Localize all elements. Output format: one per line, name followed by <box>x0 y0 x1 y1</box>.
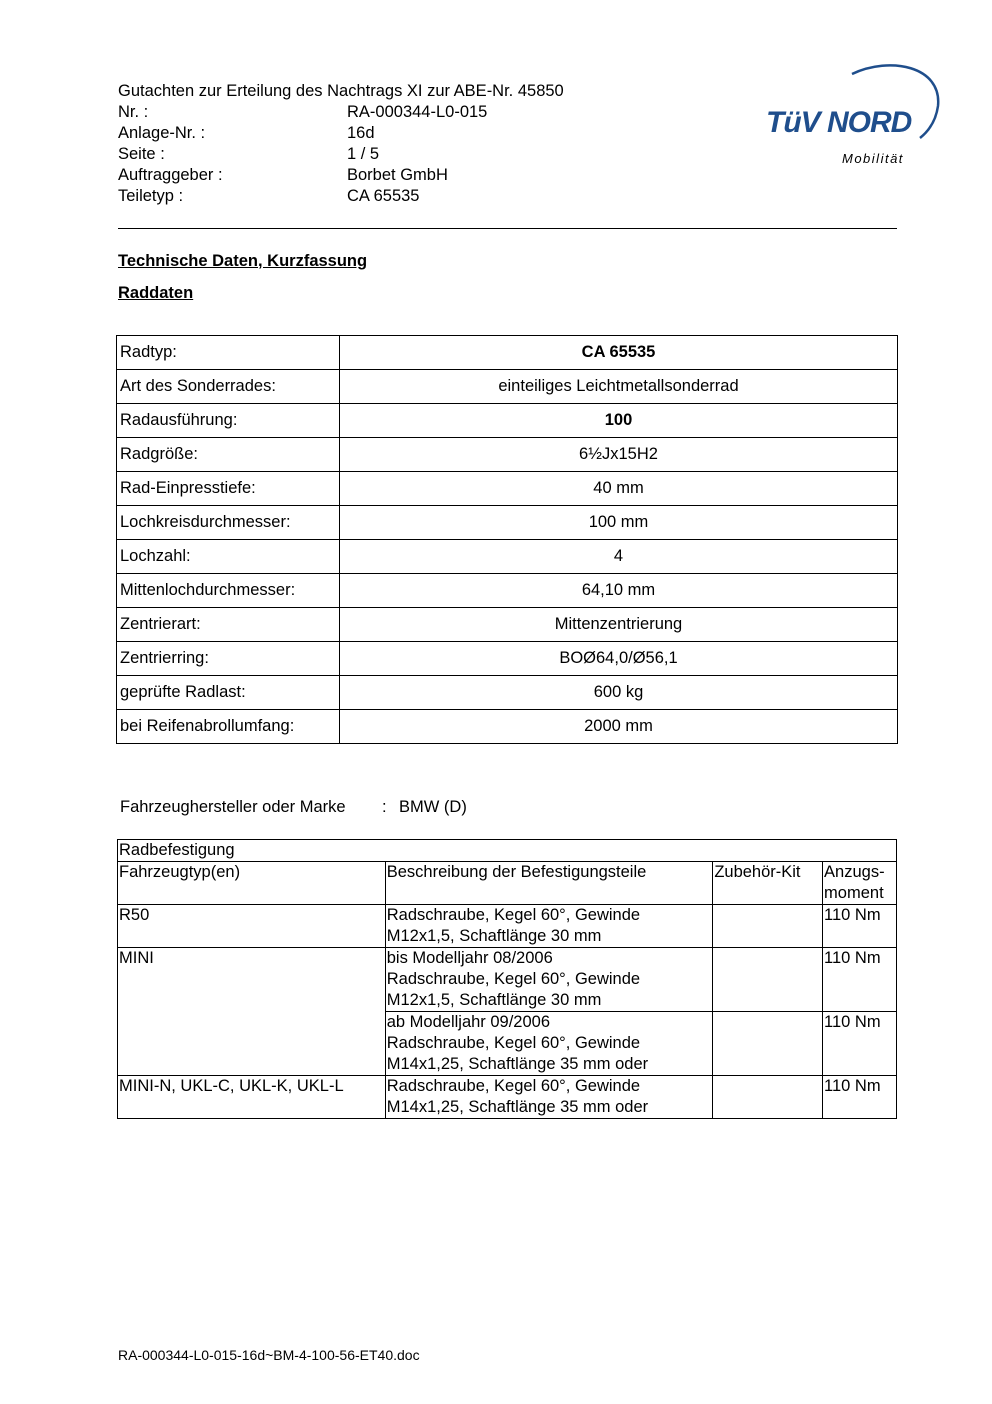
header-value: CA 65535 <box>347 187 420 205</box>
raddaten-row <box>117 608 898 642</box>
header-label: Auftraggeber : <box>118 166 223 184</box>
zubehoer-kit-cell <box>713 905 823 948</box>
zubehoer-kit-cell <box>713 1076 823 1119</box>
raddaten-value: 2000 mm <box>340 710 898 744</box>
beschreibung-cell <box>385 1076 713 1119</box>
header-field-anlage <box>118 123 375 144</box>
manufacturer-line <box>120 798 467 817</box>
raddaten-value: CA 65535 <box>340 336 898 370</box>
header-field-teiletyp <box>118 186 420 207</box>
raddaten-row <box>117 676 898 710</box>
raddaten-value: 6½Jx15H2 <box>340 438 898 472</box>
footer-filename: RA-000344-L0-015-16d~BM-4-100-56-ET40.doc <box>118 1347 420 1363</box>
desc-line: Radschraube, Kegel 60°, Gewinde <box>386 1077 641 1095</box>
desc-line: M14x1,25, Schaftlänge 35 mm oder <box>386 1098 649 1116</box>
header-value: 16d <box>347 124 375 142</box>
fahrzeugtyp-cell <box>118 1076 386 1119</box>
anzugsmoment-cell: 110 Nm <box>823 1076 897 1119</box>
raddaten-row <box>117 540 898 574</box>
raddaten-value: 64,10 mm <box>340 574 898 608</box>
raddaten-value: 40 mm <box>340 472 898 506</box>
header-field-nr <box>118 102 488 123</box>
beschreibung-cell <box>385 948 713 1012</box>
raddaten-row <box>117 404 898 438</box>
header-value: RA-000344-L0-015 <box>347 103 488 121</box>
raddaten-row <box>117 438 898 472</box>
raddaten-label: bei Reifenabrollumfang: <box>117 710 340 744</box>
raddaten-table <box>116 335 898 744</box>
raddaten-label: Lochzahl: <box>117 540 340 574</box>
desc-line: Radschraube, Kegel 60°, Gewinde <box>386 970 641 988</box>
header-field-seite <box>118 144 380 165</box>
beschreibung-cell <box>385 905 713 948</box>
table-row <box>118 905 897 948</box>
anzugsmoment-cell: 110 Nm <box>823 948 897 1012</box>
befestigung-title: Radbefestigung <box>118 840 897 862</box>
header-label: Teiletyp : <box>118 187 184 205</box>
header-field-auftraggeber <box>118 165 448 186</box>
desc-line: M14x1,25, Schaftlänge 35 mm oder <box>386 1055 649 1073</box>
raddaten-label: Mittenlochdurchmesser: <box>117 574 340 608</box>
manufacturer-value: BMW (D) <box>399 798 467 816</box>
fahrzeugtyp-text: MINI-N, UKL-C, UKL-K, UKL-L <box>119 1077 344 1095</box>
raddaten-value: 4 <box>340 540 898 574</box>
zubehoer-kit-cell <box>713 1012 823 1076</box>
header-value: 1 / 5 <box>347 145 380 163</box>
raddaten-label: Zentrierring: <box>117 642 340 676</box>
raddaten-row <box>117 710 898 744</box>
raddaten-label: Rad-Einpresstiefe: <box>117 472 340 506</box>
raddaten-label: Art des Sonderrades: <box>117 370 340 404</box>
header-divider <box>118 228 897 229</box>
header-line: moment <box>824 884 884 902</box>
raddaten-value: 100 <box>340 404 898 438</box>
header-line: Anzugs- <box>824 863 885 881</box>
raddaten-value: 100 mm <box>340 506 898 540</box>
anzugsmoment-cell: 110 Nm <box>823 1012 897 1076</box>
raddaten-row <box>117 370 898 404</box>
desc-line: ab Modelljahr 09/2006 <box>386 1013 551 1031</box>
desc-line: M12x1,5, Schaftlänge 30 mm <box>386 927 602 945</box>
header-label: Nr. : <box>118 103 149 121</box>
raddaten-row <box>117 472 898 506</box>
table-row <box>118 1076 897 1119</box>
column-header-zubehoer-kit: Zubehör-Kit <box>713 862 823 905</box>
raddaten-value: Mittenzentrierung <box>340 608 898 642</box>
fahrzeugtyp-cell: R50 <box>118 905 386 948</box>
raddaten-row <box>117 574 898 608</box>
table-row <box>118 948 897 1012</box>
desc-line: bis Modelljahr 08/2006 <box>386 949 553 967</box>
raddaten-label: geprüfte Radlast: <box>117 676 340 710</box>
manufacturer-separator: : <box>382 798 387 816</box>
tuev-nord-logo <box>760 58 945 173</box>
raddaten-value: einteiliges Leichtmetallsonderrad <box>340 370 898 404</box>
section-title-technical: Technische Daten, Kurzfassung <box>118 252 368 270</box>
raddaten-row <box>117 642 898 676</box>
raddaten-row <box>117 506 898 540</box>
header-value: Borbet GmbH <box>347 166 448 184</box>
raddaten-label: Radgröße: <box>117 438 340 472</box>
header-label: Anlage-Nr. : <box>118 124 206 142</box>
column-header-anzugsmoment <box>823 862 897 905</box>
raddaten-value: 600 kg <box>340 676 898 710</box>
document-title: Gutachten zur Erteilung des Nachtrags XI zur ABE-Nr. 45850 <box>118 82 564 100</box>
desc-line: M12x1,5, Schaftlänge 30 mm <box>386 991 602 1009</box>
raddaten-label: Zentrierart: <box>117 608 340 642</box>
befestigung-title-row <box>118 840 897 862</box>
befestigung-header-row <box>118 862 897 905</box>
raddaten-row <box>117 336 898 370</box>
logo-subtitle: Mobilität <box>842 151 904 166</box>
logo-wordmark: TüV NORD <box>766 106 912 139</box>
column-header-beschreibung: Beschreibung der Befestigungsteile <box>385 862 713 905</box>
zubehoer-kit-cell <box>713 948 823 1012</box>
desc-line: Radschraube, Kegel 60°, Gewinde <box>386 1034 641 1052</box>
raddaten-label: Radausführung: <box>117 404 340 438</box>
beschreibung-cell <box>385 1012 713 1076</box>
section-title-raddaten: Raddaten <box>118 284 194 302</box>
header-label: Seite : <box>118 145 165 163</box>
anzugsmoment-cell: 110 Nm <box>823 905 897 948</box>
befestigung-table <box>117 839 897 1119</box>
fahrzeugtyp-cell: MINI <box>118 948 386 1076</box>
raddaten-value: BOØ64,0/Ø56,1 <box>340 642 898 676</box>
raddaten-label: Lochkreisdurchmesser: <box>117 506 340 540</box>
manufacturer-label: Fahrzeughersteller oder Marke <box>120 798 346 816</box>
raddaten-label: Radtyp: <box>117 336 340 370</box>
column-header-fahrzeugtyp: Fahrzeugtyp(en) <box>118 862 386 905</box>
desc-line: Radschraube, Kegel 60°, Gewinde <box>386 906 641 924</box>
